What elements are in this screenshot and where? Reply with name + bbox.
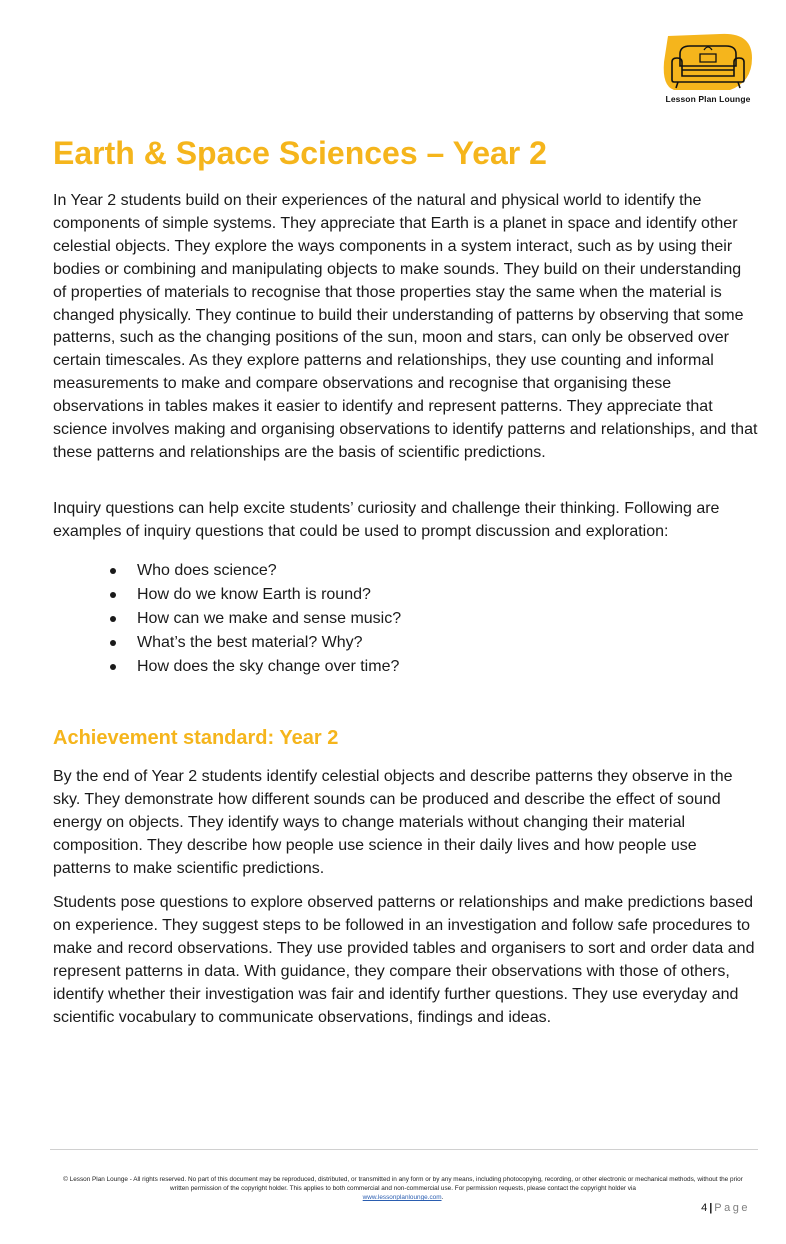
bullet-icon [110, 616, 116, 622]
list-item-text: How does the sky change over time? [137, 658, 400, 675]
list-item [110, 583, 401, 607]
page-title: Earth & Space Sciences – Year 2 [53, 135, 547, 171]
bullet-icon [110, 640, 116, 646]
footer-copyright: © Lesson Plan Lounge - All rights reserved. No part of this document may be reproduced, distributed, or transmitted in any form or by any means, including photocopying, recording, or other electronic or mechanical methods, without the prior written permission of the copyright holder. This applies to both commercial and non-commercial use. For permission requests, please contact the copyright holder via www.lessonplanlounge.com. [63, 1176, 743, 1201]
list-item-text: Who does science? [137, 562, 277, 579]
list-item [110, 559, 401, 583]
list-item [110, 607, 401, 631]
bullet-icon [110, 568, 116, 574]
page-label: Page [714, 1202, 750, 1214]
list-item-text: How do we know Earth is round? [137, 586, 371, 603]
inquiry-paragraph: Inquiry questions can help excite students’ curiosity and challenge their thinking. Following are examples of inquiry questions that could be used to prompt discussion and exploration: [53, 500, 720, 540]
bullet-icon [110, 592, 116, 598]
footer-divider [50, 1149, 758, 1150]
sofa-logo-icon [660, 32, 756, 94]
achievement-paragraph-2: Students pose questions to explore observed patterns or relationships and make predictions based on experience. They suggest steps to be followed in an investigation and follow safe procedures to make and record observations. They use provided tables and organisers to sort and order data and represent patterns in data. With guidance, they compare their observations with those of others, identify whether their investigation was fair and identify further questions. They use everyday and scientific vocabulary to communicate observations, findings and ideas. [53, 894, 755, 1026]
logo-text: Lesson Plan Lounge [665, 94, 751, 104]
list-item-text: How can we make and sense music? [137, 610, 402, 627]
achievement-paragraph-1: By the end of Year 2 students identify celestial objects and describe patterns they observe in the sky. They demonstrate how different sounds can be produced and describe the effect of sound energy on objects. They identify ways to change materials without changing their material composition. They describe how people use science in their daily lives and how people use patterns to make scientific predictions. [53, 768, 733, 877]
intro-paragraph: In Year 2 students build on their experiences of the natural and physical world to identify the components of simple systems. They appreciate that Earth is a planet in space and identify other celestial objects. They explore the ways components in a system interact, such as by using their bodies or combining and manipulating objects to make sounds. They build on their understanding of properties of materials to recognise that those properties stay the same when the material is changed physically. They continue to build their understanding of patterns by observing that some patterns, such as the changing positions of the sun, moon and stars, can only be observed over certain timescales. As they explore patterns and relationships, they use counting and informal measurements to make and compare observations and recognise that organising these observations in tables makes it easier to identify and represent patterns. They appreciate that science involves making and organising observations to identify patterns and relationships, and that these patterns and relationships are the basis of scientific predictions. [53, 192, 758, 461]
copyright-text: © Lesson Plan Lounge - All rights reserved. No part of this document may be reproduced, distributed, or transmitted in any form or by any means, including photocopying, recording, or other electronic or mechanical methods, without the prior written permission of the copyright holder. This applies to both commercial and non-commercial use. For permission requests, please contact the copyright holder via [63, 1176, 743, 1192]
page-number-value: 4 [701, 1202, 708, 1214]
list-item [110, 655, 401, 679]
list-item-text: What’s the best material? Why? [137, 634, 363, 651]
achievement-heading: Achievement standard: Year 2 [53, 727, 339, 749]
inquiry-question-list [110, 559, 401, 679]
list-item [110, 631, 401, 655]
bullet-icon [110, 664, 116, 670]
website-link[interactable]: www.lessonplanlounge.com [362, 1194, 442, 1201]
brand-logo [660, 32, 756, 108]
page-number: 4 | Page [701, 1202, 750, 1214]
